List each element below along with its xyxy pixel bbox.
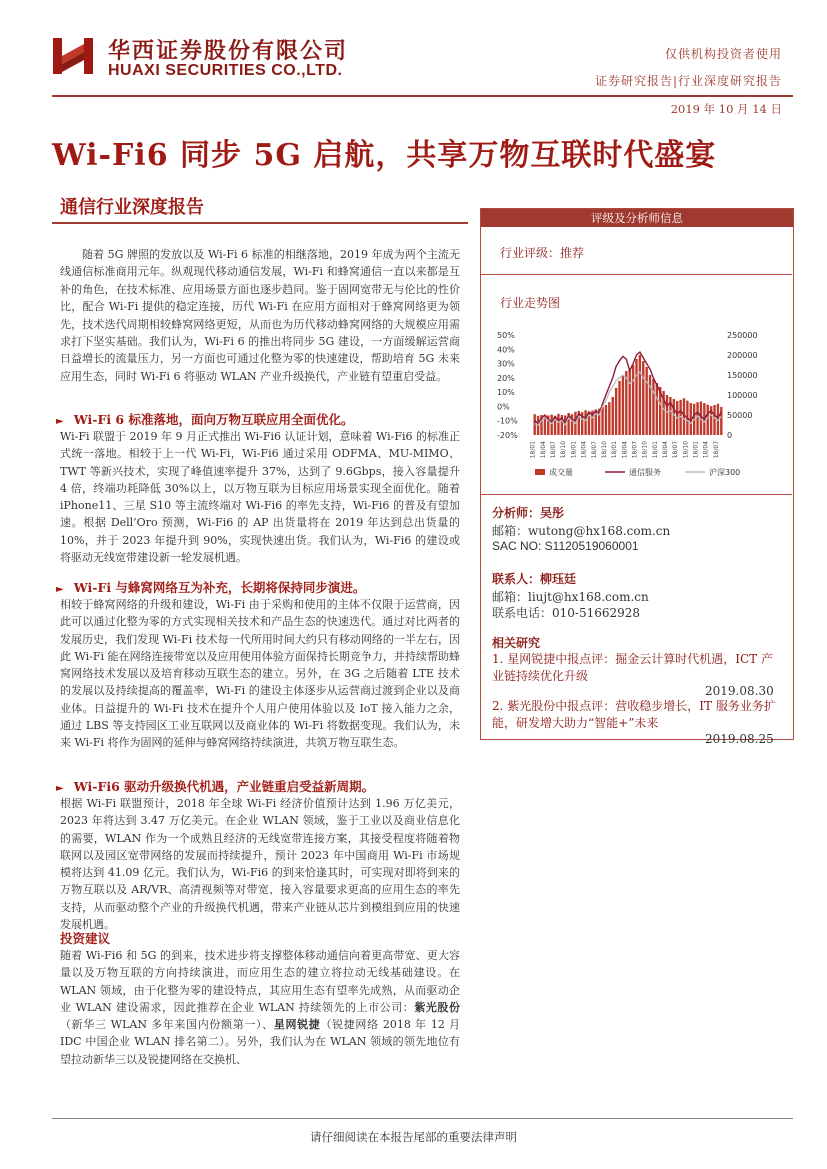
- volume-bar: [652, 379, 654, 435]
- volume-bar: [629, 369, 631, 435]
- volume-bar: [696, 402, 698, 435]
- legend-label-volume: 成交量: [549, 468, 573, 477]
- volume-bar: [622, 375, 624, 435]
- legal-footer: 请仔细阅读在本报告尾部的重要法律声明: [310, 1130, 517, 1144]
- x-axis-tick: 18/04: [621, 441, 629, 459]
- analyst-label: 分析师：: [492, 506, 541, 520]
- volume-bar: [639, 355, 641, 435]
- x-axis-tick: 18/10: [600, 441, 608, 459]
- volume-bar: [612, 397, 614, 435]
- company-name-cn: 华西证券股份有限公司: [108, 38, 349, 64]
- investment-text-c: （锐捷网络 2018 年 12 月 IDC 中国企业 WLAN 排名第二）。另外，我们认为在 WLAN 领域的领先地位有望拉动新华三以及锐捷网络在交换机、: [60, 1018, 460, 1066]
- x-axis-tick: 18/01: [611, 441, 619, 459]
- sidebar-header: 评级及分析师信息: [481, 209, 793, 227]
- right-axis-tick: 0: [727, 431, 733, 440]
- volume-bar: [635, 359, 637, 435]
- volume-bar: [673, 399, 675, 435]
- contact-phone: 联系电话：010-51662928: [492, 606, 641, 620]
- volume-bar: [557, 414, 559, 435]
- volume-bar: [632, 365, 634, 435]
- sidebar-divider: [481, 274, 792, 275]
- x-axis-tick: 18/01: [692, 441, 700, 459]
- volume-bar: [550, 415, 552, 435]
- analyst-name: 吴彤: [540, 506, 565, 520]
- related-item-1[interactable]: 1. 星网锐捷中报点评：掘金云计算时代机遇，ICT 产业链持续优化升级: [492, 652, 774, 683]
- x-axis-tick: 18/10: [641, 441, 649, 459]
- sidebar-divider: [481, 494, 792, 495]
- x-axis-tick: 18/07: [550, 441, 558, 459]
- volume-bar: [534, 414, 536, 435]
- triangle-icon: ►: [56, 783, 64, 794]
- x-axis-tick: 18/04: [662, 441, 670, 459]
- right-axis-tick: 50000: [727, 411, 753, 420]
- investment-body: [60, 947, 460, 1068]
- related-title: 相关研究: [492, 636, 541, 650]
- volume-bar: [656, 383, 658, 435]
- related-item-2-date: 2019.08.25: [705, 732, 774, 746]
- section-2-title-text: Wi-Fi 与蜂窝网络互为补充，长期将保持同步演进。: [73, 580, 366, 595]
- left-axis-tick: 50%: [497, 331, 515, 340]
- x-axis-tick: 18/04: [580, 441, 588, 459]
- x-axis-tick: 18/01: [529, 441, 537, 459]
- section-1-title-text: Wi-Fi 6 标准落地，面向万物互联应用全面优化。: [73, 412, 354, 427]
- x-axis-tick: 18/10: [682, 441, 690, 459]
- analyst: [492, 504, 564, 521]
- legend-label-telecom: 通信服务: [629, 468, 661, 477]
- section-2-body: 相较于蜂窝网络的升级和建设，Wi-Fi 由于采购和使用的主体不仅限于运营商，因此可以通过化整为零的方式实现相关技术和产品生态的快速迭代。通过对比两者的发展历史，我们发现 Wi-Fi 技术每一代所用时间大约只有移动网络的一半左右，因此 Wi-Fi 能在网络连接带宽以及应用使用体验方面保持长期竞争力，并持续帮助蜂窝网络技术发展以及培育移动互联生态的建立。另外，在 3G 之后随着 LTE 技术的发展以及持续提高的覆盖率，Wi-Fi 的建设主体逐步从运营商过渡到企业以及商业体。日益提升的 Wi-Fi 技术在提升个人用户使用体验以及 IoT 接入能力之余，通过 LBS 等支持园区工业互联网以及商业体的 Wi-Fi 将数据变现。我们认为，未来 Wi-Fi 将作为固网的延伸与蜂窝网络持续演进，共筑万物互联生态。: [60, 598, 460, 750]
- contact-email: 邮箱：liujt@hx168.com.cn: [492, 590, 649, 604]
- left-axis-tick: -20%: [497, 431, 518, 440]
- company-2: 星网锐捷: [273, 1018, 321, 1032]
- volume-bar: [713, 405, 715, 435]
- legend-swatch-volume: [535, 469, 545, 475]
- left-axis-tick: 10%: [497, 388, 515, 398]
- x-axis-tick: 18/07: [590, 441, 598, 459]
- left-axis-tick: 30%: [497, 359, 515, 369]
- company-1: 紫光股份: [414, 1000, 460, 1014]
- section-1-title: [56, 410, 353, 428]
- summary-paragraph: 随着 5G 牌照的发放以及 Wi-Fi 6 标准的相继落地，2019 年成为两个主流无线通信标准商用元年。纵观现代移动通信发展，Wi-Fi 和蜂窝通信一直以来都是互补的角色，在技术标准、应用场景方面也逐步趋同。鉴于固网宽带无与伦比的性价比，配合 Wi-Fi 提供的稳定连接，历代 Wi-Fi 在应用方面相对于蜂窝网络更为领先，技术迭代周期相较蜂窝网络更短，从而也为历代移动蜂窝网络的大规模应用需求打下坚实基础。我们认为，Wi-Fi 6 的推出将同步 5G 建设，一方面缓解运营商日益增长的流量压力，另一方面也可通过化整为零的快速建设，帮助培育 5G 未来应用生态，同时 Wi-Fi 6 将驱动 WLAN 产业升级换代，产业链有望重启受益。: [60, 248, 460, 383]
- volume-bar: [666, 395, 668, 435]
- company-logo-icon: [53, 36, 93, 76]
- volume-bar: [601, 407, 603, 435]
- related-item-2[interactable]: 2. 紫光股份中报点评：营收稳步增长，IT 服务业务扩能，研发增大助力“智能+”未来: [492, 699, 776, 730]
- analyst-sac: SAC NO: S1120519060001: [492, 539, 639, 553]
- rating-value: 推荐: [560, 246, 585, 260]
- x-axis-tick: 18/01: [651, 441, 659, 459]
- section-3-body: 根据 Wi-Fi 联盟预计，2018 年全球 Wi-Fi 经济价值预计达到 1.96 万亿美元，2023 年将达到 3.47 万亿美元。在企业 WLAN 领域，鉴于工业以及商业信息化的需要，WLAN 作为一个成熟且经济的无线宽带连接方案，其接受程度将随着物联网以及园区宽带网络的发展而持续提升，预计 2023 年中国商用 Wi-Fi 市场规模将达到 41.09 亿元。我们认为，Wi-Fi6 的到来恰逢其时，可实现对即将到来的万物互联以及 AR/VR、高清视频等对带宽、接入容量要求更高的应用生态的率先支持，从而驱动整个产业的升级换代机遇，带来产业链从芯片到模组到应用的快速发展机遇。: [60, 797, 460, 932]
- x-axis-tick: 18/10: [560, 441, 568, 459]
- investment-title: 投资建议: [60, 931, 111, 946]
- left-axis-tick: 0%: [497, 402, 510, 412]
- section-3-title: [56, 777, 374, 795]
- x-axis-tick: 18/07: [631, 441, 639, 459]
- x-axis-tick: 18/01: [570, 441, 578, 459]
- report-date: 2019 年 10 月 14 日: [670, 102, 782, 116]
- volume-bar: [584, 410, 586, 435]
- x-axis-tick: 18/07: [672, 441, 680, 459]
- volume-bar: [615, 388, 617, 435]
- report-title: Wi-Fi6 同步 5G 启航，共享万物互联时代盛宴: [52, 138, 717, 173]
- legend-label-hs300: 沪深300: [709, 468, 741, 477]
- report-subtitle: 通信行业深度报告: [60, 197, 204, 218]
- x-axis-tick: 18/04: [539, 441, 547, 459]
- trend-title: 行业走势图: [500, 296, 561, 310]
- volume-bar: [625, 371, 627, 435]
- company-name-en: HUAXI SECURITIES CO.,LTD.: [108, 62, 343, 79]
- trend-chart: [495, 325, 775, 485]
- report-type: 证券研究报告|行业深度研究报告: [594, 74, 782, 88]
- rating-label: 行业评级：: [500, 246, 561, 260]
- right-axis-tick: 200000: [727, 351, 758, 360]
- industry-rating: [500, 244, 584, 261]
- right-axis-tick: 250000: [727, 331, 758, 340]
- x-axis-tick: 18/04: [702, 441, 710, 459]
- volume-bar: [608, 402, 610, 435]
- audience-note: 仅供机构投资者使用: [664, 47, 782, 61]
- contact-name: 柳珏廷: [540, 572, 577, 586]
- header-divider: [52, 95, 793, 97]
- investment-text-a: 随着 Wi-Fi6 和 5G 的到来，技术进步将支撑整体移动通信向着更高带宽、更大容量以及万物互联的方向持续演进，而应用生态的建立将拉动无线基础建设。在 WLAN 领域，由于化整为零的建设特点，其应用生态有望率先成熟，从而驱动企业 WLAN 建设需求，因此推荐在企业 WLAN 持续领先的上市公司：: [60, 949, 460, 1014]
- volume-bar: [720, 407, 722, 435]
- right-axis-tick: 150000: [727, 371, 758, 380]
- volume-bar: [645, 367, 647, 435]
- section-1-body: Wi-Fi 联盟于 2019 年 9 月正式推出 Wi-Fi6 认证计划，意味着 Wi-Fi6 的标准正式统一落地。相较于上一代 Wi-Fi，Wi-Fi6 通过采用 ODFMA、MU-MIMO、TWT 等新兴技术，实现了峰值速率提升 37%，达到了 9.6Gbps，接入容量提升 4 倍，终端功耗降低 30%以上，以万物互联为目标应用场景实现全面优化。随着 iPhone11、三星 S10 等主流终端对 Wi-Fi6 的率先支持，Wi-Fi6 的普及有望加速。根据 Dell’Oro 预测，Wi-Fi6 的 AP 出货量将在 2019 年达到总出货量的 10%，并于 2023 年提升到 90%，实现快速出货。我们认为，Wi-Fi6 的建设或将驱动无线宽带建设新一轮发展机遇。: [60, 430, 460, 565]
- triangle-icon: ►: [56, 416, 64, 427]
- x-axis-tick: 18/07: [712, 441, 720, 459]
- section-3-title-text: Wi-Fi6 驱动升级换代机遇，产业链重启受益新周期。: [73, 779, 375, 794]
- volume-bar: [605, 405, 607, 435]
- triangle-icon: ►: [56, 584, 64, 595]
- right-axis-tick: 100000: [727, 391, 758, 400]
- left-axis-tick: -10%: [497, 416, 518, 426]
- left-axis-tick: 20%: [497, 373, 515, 383]
- subtitle-divider: [52, 222, 468, 224]
- related-item-1-date: 2019.08.30: [705, 684, 774, 698]
- footer-divider: [52, 1118, 793, 1119]
- contact: [492, 570, 576, 587]
- investment-text-b: （新华三 WLAN 多年来国内份额第一）、: [60, 1018, 274, 1032]
- volume-bar: [642, 361, 644, 435]
- section-2-title: [56, 578, 365, 596]
- volume-bar: [618, 381, 620, 435]
- left-axis-tick: 40%: [497, 345, 515, 355]
- contact-label: 联系人：: [492, 572, 541, 586]
- volume-bar: [649, 375, 651, 435]
- analyst-email: 邮箱：wutong@hx168.com.cn: [492, 524, 671, 538]
